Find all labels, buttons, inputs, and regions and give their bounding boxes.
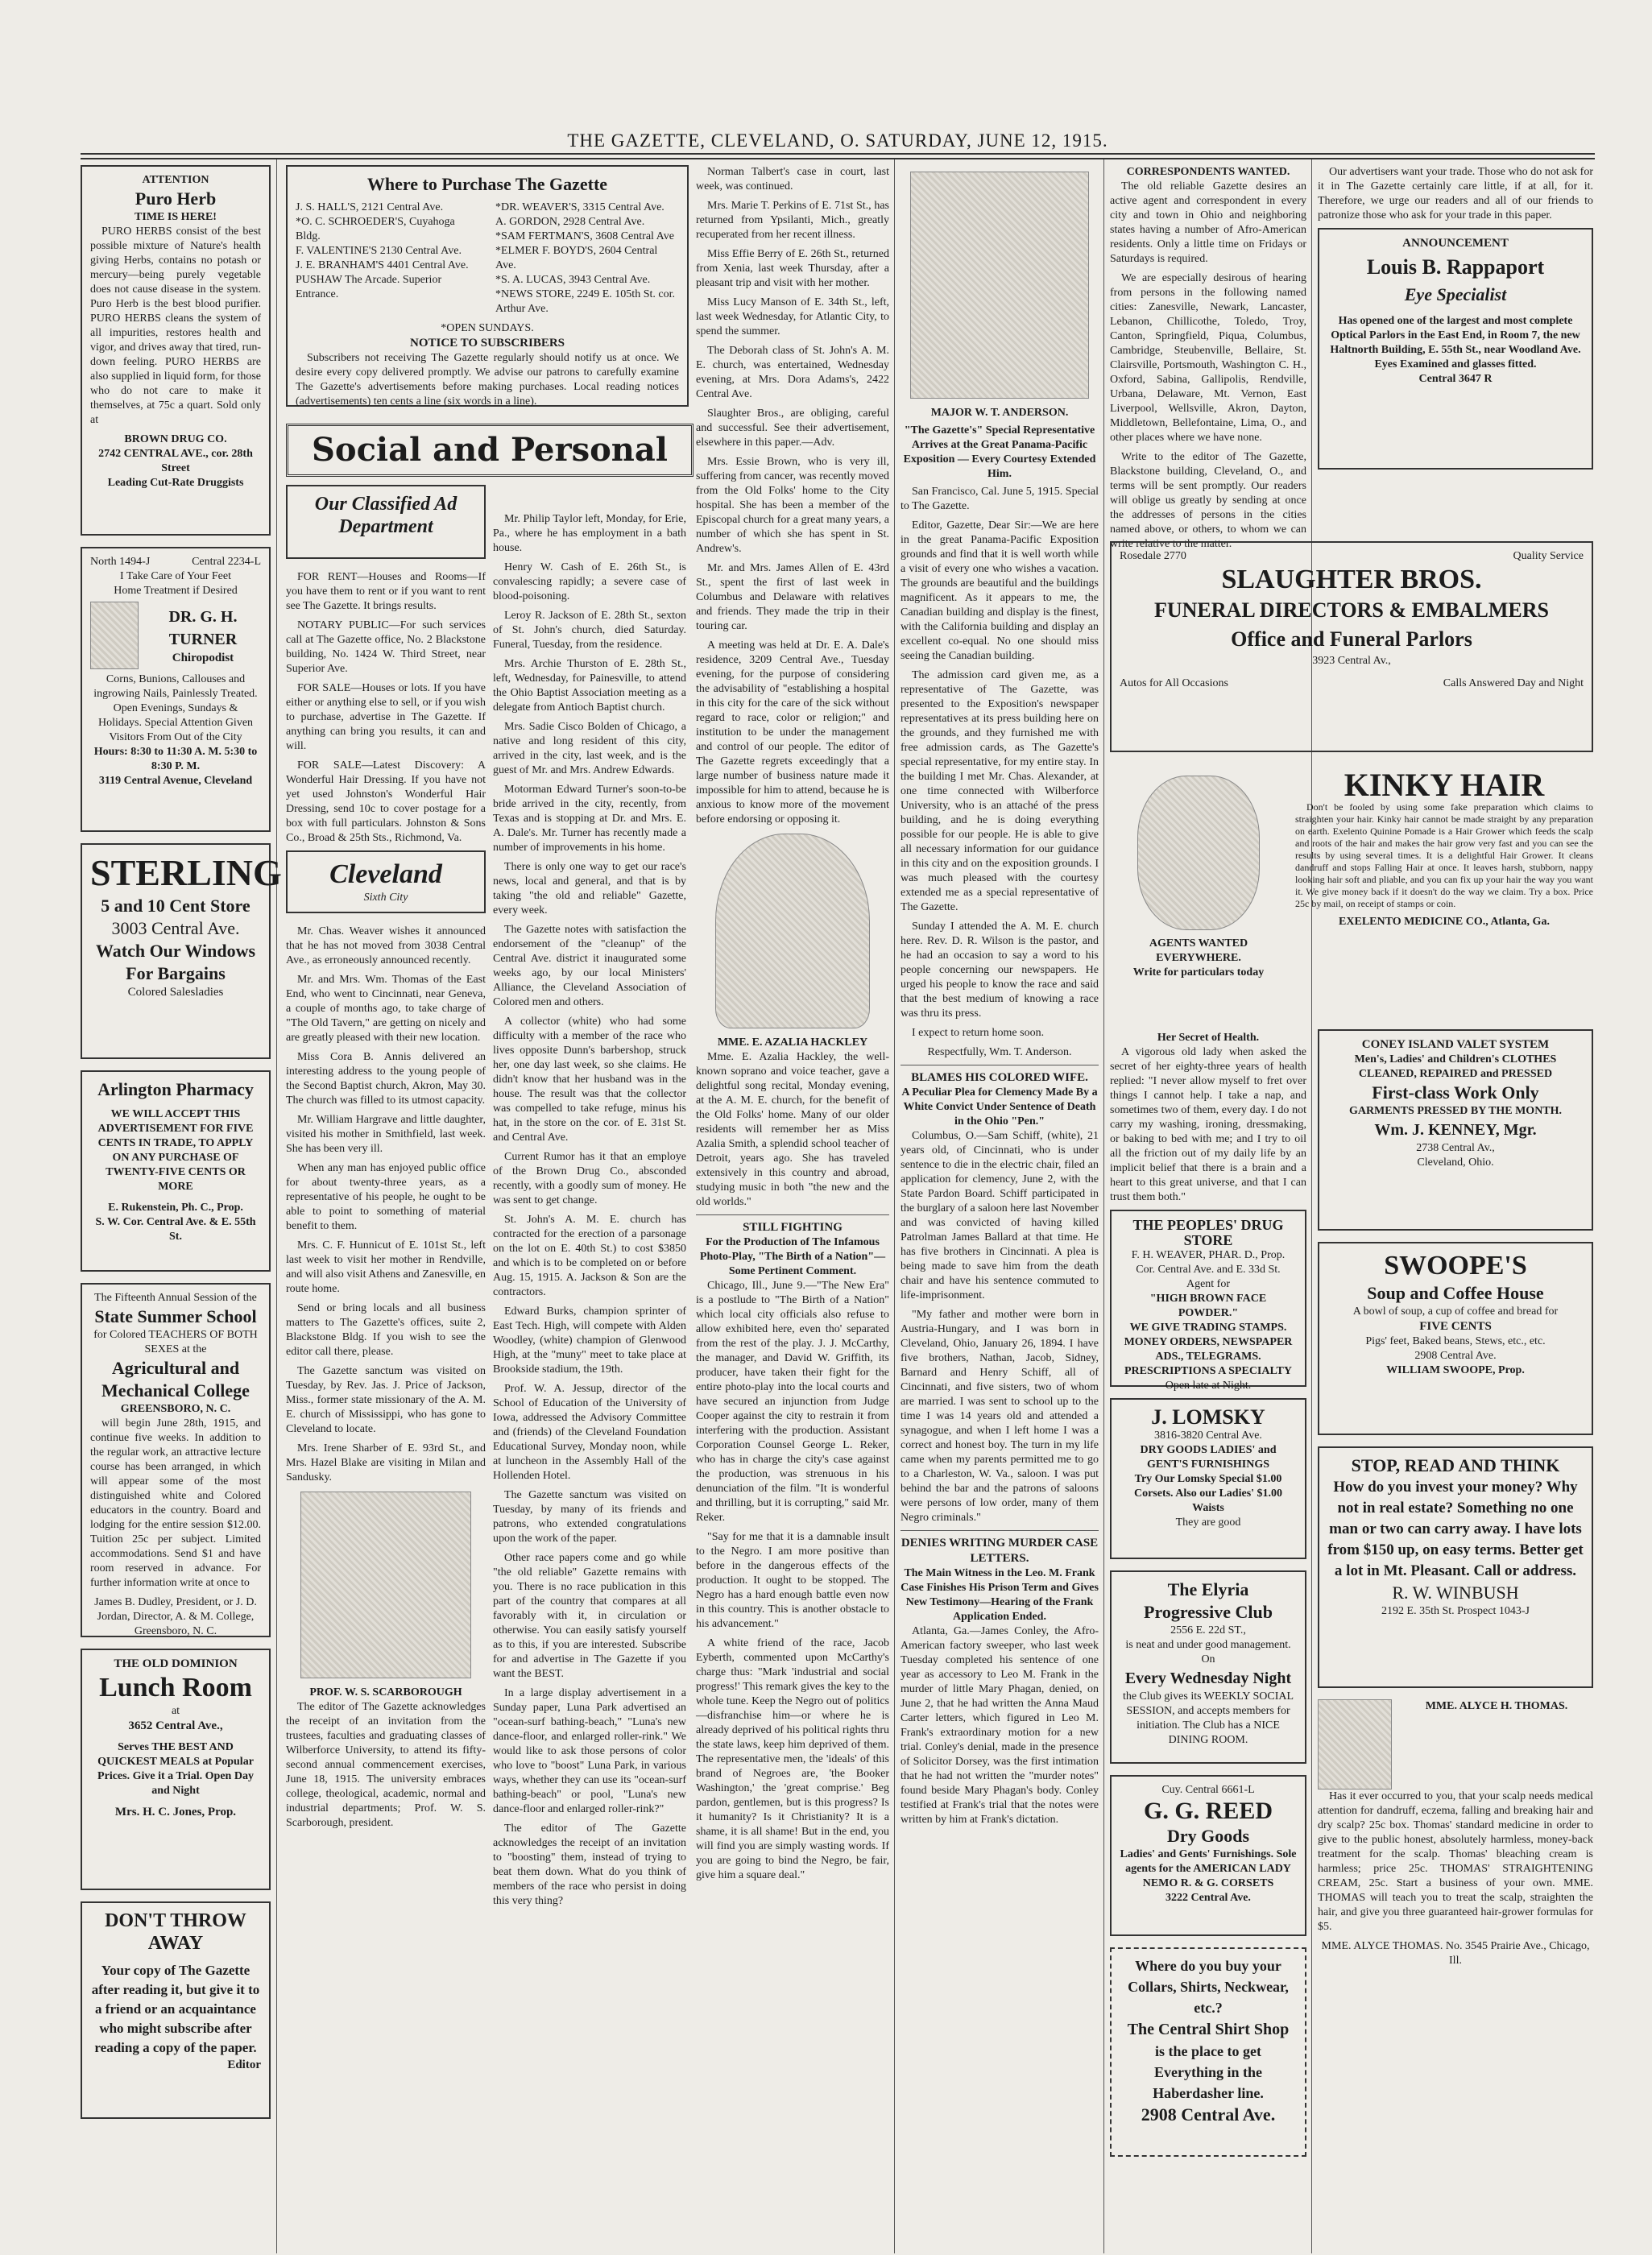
ad-body: PURO HERBS consist of the best possible mixture of Nature's health giving Herbs, contains no potash or mercury—being purely vegetable does not cause disease in the system. Puro Herb is the best blood purifier. PURO HERBS cleans the system of all impurities, restores health and vigor, and drives away that tired, run-down feeling. PURO HERBS are also supplied in liquid form, for those who do not care to make it themselves, at 75c a quart. Sold only at bbox=[90, 226, 261, 426]
ad-title: STOP, READ AND THINK bbox=[1351, 1455, 1560, 1475]
ad-body: Try Our Lomsky Special $1.00 Corsets. Also our Ladies' $1.00 Waists bbox=[1133, 1473, 1283, 1514]
ad-address: 2742 CENTRAL AVE., cor. 28th Street bbox=[98, 448, 253, 474]
ad-prop: Mrs. H. C. Jones, Prop. bbox=[114, 1806, 237, 1818]
ad-body: WE GIVE TRADING STAMPS. MONEY ORDERS, NEWSPAPER ADS., TELEGRAMS. PRESCRIPTIONS A SPECIALTY bbox=[1124, 1322, 1293, 1377]
news-item: Edward Burks, champion sprinter of East Tech. High, will compete with Alden Woodley, (white) champion of Glenwood High, at the "muny" meet to take place at Brookside stadium, the 19th. bbox=[493, 1305, 686, 1376]
rappaport-ad bbox=[1318, 228, 1593, 470]
ad-address: 3923 Central Av., bbox=[1312, 655, 1391, 667]
ad-company: EXELENTO MEDICINE CO., Atlanta, Ga. bbox=[1339, 916, 1550, 928]
slaughter-ad bbox=[1110, 541, 1593, 752]
ad-title: THE PEOPLES' DRUG STORE bbox=[1132, 1217, 1284, 1248]
news-item: Mrs. Marie T. Perkins of E. 71st St., has returned from Ypsilanti, Mich., greatly recuperated from her recent illness. bbox=[696, 200, 889, 241]
classified-ad: FOR SALE—Houses or lots. If you have either or anything else to sell, or if you wish to purchase, advertise in The Gazette. If anything can bring you results, it can and will. bbox=[286, 682, 486, 752]
article-headline: Her Secret of Health. bbox=[1157, 1032, 1260, 1044]
cleveland-subtitle: Sixth City bbox=[363, 892, 408, 904]
news-item: Motorman Edward Turner's soon-to-be bride arrived in the city, recently, from Texas and is stopping at Dr. and Mrs. E. A. Dale's. Mr. Turner has recently made a number of improvements in his home. bbox=[493, 784, 686, 854]
ad-body: Don't be fooled by using some fake preparation which claims to straighten your hair. Kinky hair cannot be made straight by any preparation on earth. Exelento Quinine Pomade is a Hair Grower which feeds the scalp and roots of the hair and makes the hair grow very fast and you can see the results by using several times. It is a delightful Hair Grower. It cleans dandruff and stops Falling Hair at once. It leaves harsh, stubborn, nappy looking hair soft and pliable, and you can fix up your hair the way you want it. We give money back if it doesn't do the way we claim. Try a box. Price 25c by mail, on receipt of stamps or coin. bbox=[1295, 801, 1593, 909]
ad-line: GARMENTS PRESSED BY THE MONTH. bbox=[1348, 1105, 1563, 1117]
news-item: A meeting was held at Dr. E. A. Dale's residence, 3209 Central Ave., Tuesday evening, for the purpose of considering the advisability of "establishing a hospital in this city for the care of the sick without regard to race, color or religion;" and institution to be under the management and control of our people. The editor of The Gazette regrets exceedingly that a large number of business nature made it impossible for him to attend, because he is anxious to know more of the movement before endorsing or opposing it. bbox=[696, 639, 889, 825]
ad-kicker: ANNOUNCEMENT bbox=[1402, 237, 1509, 250]
ad-line: The Fifteenth Annual Session of the bbox=[94, 1292, 257, 1304]
kinky-hair-ad bbox=[1110, 769, 1593, 1011]
news-item: Current Rumor has it that an employe of the Brown Drug Co., absconded recently, with a goodly sum of money. He was sent to get change. bbox=[493, 1151, 686, 1206]
article-headline: DENIES WRITING MURDER CASE LETTERS. bbox=[901, 1530, 1099, 1566]
ad-body: Corns, Bunions, Callouses and ingrowing Nails, Painlessly Treated. Open Evenings, Sundays & Holidays. Special Attention Given Visitors From Out of the City bbox=[93, 673, 258, 743]
news-item: Mrs. Essie Brown, who is very ill, suffering from cancer, was recently moved from the Old Folks' home to the City hospital. She has been a member of the Episcopal church for a great many years, a number of which she has spent in St. Andrew's. bbox=[696, 456, 889, 555]
hackley-portrait bbox=[715, 834, 870, 1028]
news-item: Mme. E. Azalia Hackley, the well-known soprano and voice teacher, gave a delightful song recital, Monday evening, at the A. M. E. church, for the benefit of the Old Folks' home. Many of our older residents will remember her as Miss Azalia Smith, a splendid school teacher of Detroit, years ago. She has traveled extensively in this country and abroad, studying music in both "the new and the old worlds." bbox=[696, 1051, 889, 1208]
news-item: Miss Cora B. Annis delivered an interesting address to the young people of the Second Baptist church, Akron, May 30. The church was filled to its utmost capacity. bbox=[286, 1051, 486, 1107]
reed-ad bbox=[1110, 1775, 1306, 1936]
article-paragraph: Write to the editor of The Gazette, Blackstone building, Cleveland, O., and terms will be sent promptly. Our readers will oblige us greatly by sending at once the addresses of persons in the cities named above, or others, to whom we can write relative to the matter. bbox=[1110, 451, 1306, 550]
masthead-rule-2 bbox=[81, 158, 1595, 159]
column-5 bbox=[901, 165, 1099, 2243]
article-subhead: For the Production of The Infamous Photo-Play, "The Birth of a Nation"—Some Pertinent Comment. bbox=[699, 1236, 886, 1277]
ad-line: Open late at Night. bbox=[1165, 1380, 1252, 1392]
ad-line: Watch Our Windows bbox=[95, 941, 256, 961]
purchase-box bbox=[286, 165, 689, 407]
portrait-caption: MAJOR W. T. ANDERSON. bbox=[930, 407, 1069, 419]
ad-line: is neat and under good management. On bbox=[1125, 1639, 1291, 1665]
ad-title: Puro Herb bbox=[135, 188, 217, 209]
ad-address: 2908 Central Ave. bbox=[1414, 1350, 1497, 1362]
ad-title: J. LOMSKY bbox=[1151, 1405, 1265, 1429]
note: *OPEN SUNDAYS. bbox=[441, 322, 534, 334]
ad-body: Serves THE BEST AND QUICKEST MEALS at Popular Prices. Give it a Trial. Open Day and Night bbox=[97, 1741, 254, 1797]
column-rule bbox=[894, 159, 895, 2253]
ad-title: Dry Goods bbox=[1166, 1826, 1250, 1846]
peoples-drug-ad bbox=[1110, 1210, 1306, 1392]
ad-line: Write for particulars today bbox=[1132, 966, 1265, 979]
ad-title: G. G. REED bbox=[1143, 1798, 1273, 1824]
article-paragraph: A vigorous old lady when asked the secret of her eighty-three years of health replied: "I never allow myself to fret over things I cannot help. I take a nap, and sometimes two of them, every day. I do not carry my washing, ironing, dressmaking, or baking to bed with me; and I try to oil all the friction out of my daily life by an implicit belief that there is a brain and a heart to this great universe, and that I can trust them both." bbox=[1110, 1046, 1306, 1203]
ad-seller: BROWN DRUG CO. bbox=[124, 433, 227, 445]
article-subhead: The Main Witness in the Leo. M. Frank Case Finishes His Prison Term and Gives New Testimony—Hearing of the Frank Application Ended. bbox=[901, 1567, 1099, 1623]
article-subhead: "The Gazette's" Special Representative Arrives at the Great Panama-Pacific Exposition — Every Courtesy Extended Him. bbox=[903, 424, 1096, 480]
news-item: St. John's A. M. E. church has contracted for the erection of a parsonage on the lot on E. 40th St.) to cost $3850 and which is to be completed on or before Aug. 15, 1915. A. Jackson & Son are the contractors. bbox=[493, 1214, 686, 1298]
ad-title: THE OLD DOMINION bbox=[114, 1657, 238, 1670]
dont-throw-ad bbox=[81, 1901, 271, 2119]
ad-prop: Wm. J. KENNEY, Mgr. bbox=[1374, 1121, 1537, 1139]
ad-line: FIVE CENTS bbox=[1419, 1320, 1492, 1333]
ad-address: 3222 Central Ave. bbox=[1166, 1892, 1251, 1904]
news-item: Mr. Philip Taylor left, Monday, for Erie, Pa., where he has employment in a bath house. bbox=[493, 513, 686, 554]
ad-line: I Take Care of Your Feet bbox=[120, 570, 231, 582]
ad-prop: E. Rukenstein, Ph. C., Prop. bbox=[108, 1202, 243, 1214]
article-paragraph: We are especially desirous of hearing from persons in the following named cities: Zanesville, Newark, Lancaster, Lebanon, Chillicothe, Toledo, Troy, Canton, Springfield, Piqua, Columbus, Cambridge, Steubenville, Bellaire, St. Clairsville, Portsmouth, Washington C. H., Oxford, Sabina, Gallipolis, Rendville, Urbana, Delaware, Mt. Vernon, East Liverpool, Wellsville, Akron, Dayton, Middletown, Bellefontaine, Lima, O., and other places where we have none. bbox=[1110, 272, 1306, 444]
ad-title: Lunch Room bbox=[99, 1673, 252, 1703]
ad-address: 3816-3820 Central Ave. bbox=[1154, 1430, 1262, 1442]
news-item: The Gazette notes with satisfaction the endorsement of the "cleanup" of the Central Ave. district it inaugurated some weeks ago, by our local Ministers' Alliance, the Cleveland Association of Colored men and others. bbox=[493, 924, 686, 1008]
news-item: Prof. W. A. Jessup, director of the School of Education of the University of Iowa, addressed the Advisory Committee and (friends) of the Cleveland Foundation Educational Survey, Monday noon, while at luncheon in the Assembly Hall of the Hollenden Hotel. bbox=[493, 1383, 686, 1482]
thomas-ad bbox=[1318, 1699, 1593, 1968]
ad-line: Where do you buy your Collars, Shirts, Neckwear, etc.? bbox=[1128, 1958, 1289, 2016]
classified-ad: FOR SALE—Latest Discovery: A Wonderful Hair Dressing. If you have not yet used Johnston's Wonderful Hair Dressing, send 10c to cover postage for a box with full particulars. Johnston & Sons Co., Broad & 25th Sts., Richmond, Va. bbox=[286, 759, 486, 844]
ad-title: STERLING bbox=[90, 852, 282, 893]
article-paragraph: Editor, Gazette, Dear Sir:—We are here in the great Panama-Pacific Exposition grounds and find that it is well worth while a visit of every one who wishes a vacation. The grounds are beautiful and the buildings magnificent. As it appears to me, the Canadian building and display is the finest, with the California building and display an excellent co-equal. No one should miss seeing the Canadian building. bbox=[901, 519, 1099, 662]
ad-line: First-class Work Only bbox=[1372, 1082, 1539, 1103]
ad-prop: WILLIAM SWOOPE, Prop. bbox=[1386, 1364, 1525, 1376]
news-item: When any man has enjoyed public office for about twenty-three years, as a representative of his people, he ought to be able to point to something of material benefit to them. bbox=[286, 1162, 486, 1232]
phone: Cuy. Central 6661-L bbox=[1161, 1784, 1255, 1796]
portrait-caption: PROF. W. S. SCARBOROUGH bbox=[309, 1686, 462, 1698]
news-item: Other race papers come and go while "the old reliable" Gazette remains with you. There is no race publication in this part of the country that compares at all favorably with it, in circulation or otherwise. You can easily satisfy yourself as to this, if you are interested. Subscribe for and advertise in The Gazette if you want the BEST. bbox=[493, 1552, 686, 1680]
classified-header bbox=[286, 485, 486, 559]
ad-title: KINKY HAIR bbox=[1344, 767, 1545, 803]
phone: Rosedale 2770 bbox=[1120, 550, 1186, 562]
news-item: A collector (white) who had some difficulty with a member of the race who lives opposite Dunn's barbershop, struck her, one day last week, so she claims. He didn't know that her husband was in the house. The result was that the collector was compelled to take refuge, minus his hat, in the store on the cor. of E. 31st St. and Central Ave. bbox=[493, 1016, 686, 1144]
puro-herb-ad bbox=[81, 165, 271, 536]
ad-city: Cleveland, Ohio. bbox=[1417, 1156, 1494, 1169]
turner-ad bbox=[81, 547, 271, 832]
ad-body: DRY GOODS LADIES' and GENT'S FURNISHINGS bbox=[1140, 1444, 1277, 1471]
news-item: Slaughter Bros., are obliging, careful and successful. See their advertisement, elsewhere in this paper.—Adv. bbox=[696, 408, 889, 449]
news-item: The Deborah class of St. John's A. M. E. church, was entertained, Wednesday evening, at Mrs. Dora Adams's, 2422 Central Ave. bbox=[696, 345, 889, 400]
ad-address: 3652 Central Ave., bbox=[128, 1719, 223, 1732]
phone: Central 3647 R bbox=[1418, 373, 1493, 385]
ad-body: Your copy of The Gazette after reading it, but give it to a friend or an acquaintance who might subscribe after reading a copy of the paper. bbox=[91, 1963, 260, 2055]
ad-address: 2738 Central Av., bbox=[1416, 1142, 1495, 1154]
ad-body: Has it ever occurred to you, that your scalp needs medical attention for dandruff, eczema, falling and breaking hair and dry scalp? 25c box. Thomas' standard medicine in order to give to the public honest, absolutely harmless, money-back treatment for the scalp. Thomas' bleaching cream is harmless; price 25c. THOMAS' STRAIGHTENING CREAM, 25c. Start a business of your own. MME. THOMAS will teach you to treat the scalp, straighten the hair, and give you three guaranteed hair-grower formulas for $5. bbox=[1318, 1790, 1593, 1933]
purchase-section bbox=[286, 165, 689, 411]
ad-title: Louis B. Rappaport bbox=[1366, 255, 1545, 279]
winbush-ad bbox=[1318, 1446, 1593, 1688]
ad-address: 3119 Central Avenue, Cleveland bbox=[98, 775, 253, 787]
arlington-ad bbox=[81, 1070, 271, 1272]
article-headline: BLAMES HIS COLORED WIFE. bbox=[901, 1065, 1099, 1086]
vendor: *DR. WEAVER'S, 3315 Central Ave. bbox=[495, 201, 665, 213]
ad-address: 2556 E. 22d ST., bbox=[1170, 1624, 1246, 1636]
ad-sign: Editor bbox=[227, 2058, 261, 2071]
article-paragraph: Chicago, Ill., June 9.—"The New Era" is a postlude to "The Birth of a Nation" which local city officials also refuse to allow exhibited here, even tho' separated from the rest of the play. J. J. McCarthy, the manager, and David W. Griffith, its producer, have taken their fight for the entire photo-play into the local courts and have secured an injunction from Judge Cooper against the city to restrain it from interfering with the production. Assistant Corporation Counsel George L. Reker, who has in charge the city's case against the production, was strenuous in his denunciation of the film. "It is wonderful and thrilling, but it is corrupting," said Mr. Reker. bbox=[696, 1280, 889, 1524]
column-rule bbox=[1311, 159, 1312, 2253]
news-item: Leroy R. Jackson of E. 28th St., sexton of St. John's church, died Saturday. Funeral, Tuesday, from the residence. bbox=[493, 610, 686, 651]
ad-line: Quality Service bbox=[1513, 550, 1584, 562]
news-item: Mrs. Sadie Cisco Bolden of Chicago, a native and long resident of this city, arrived in the city, last week, and is the guest of Mr. and Mrs. Andrew Edwards. bbox=[493, 721, 686, 776]
ad-line: is the place to get Everything in the Haberdasher line. bbox=[1153, 2043, 1264, 2101]
ad-contact: James B. Dudley, President, or J. D. Jordan, Director, A. & M. College, Greensboro, N. C. bbox=[94, 1596, 257, 1637]
column-rule bbox=[1103, 159, 1104, 2253]
news-item: Norman Talbert's case in court, last week, was continued. bbox=[696, 166, 889, 192]
lomsky-ad bbox=[1110, 1398, 1306, 1559]
ad-body: Ladies' and Gents' Furnishings. Sole agents for the AMERICAN LADY NEMO R. & G. CORSETS bbox=[1120, 1848, 1297, 1889]
vendor: *NEWS STORE, 2249 E. 105th St. cor. Arthur Ave. bbox=[495, 288, 675, 315]
ad-line: AGENTS WANTED EVERYWHERE. bbox=[1149, 937, 1248, 964]
news-item: Miss Lucy Manson of E. 34th St., left, last week Wednesday, for Atlantic City, to spend the summer. bbox=[696, 296, 889, 337]
vendor: *O. C. SCHROEDER'S, Cuyahoga Bldg. bbox=[296, 216, 455, 242]
ad-title: CONEY ISLAND VALET SYSTEM bbox=[1361, 1038, 1550, 1051]
article-paragraph: Our advertisers want your trade. Those who do not ask for it in The Gazette certainly care little, if at all, for it. Therefore, we urge our readers and all of our friends to patronize those who ask for your trade in this paper. bbox=[1318, 166, 1593, 221]
masthead-rule bbox=[81, 153, 1595, 155]
ad-title: Agricultural and Mechanical College bbox=[101, 1358, 250, 1401]
ad-line: Agent for bbox=[1186, 1278, 1231, 1290]
sterling-ad bbox=[81, 843, 282, 1059]
scarborough-portrait bbox=[300, 1492, 471, 1678]
news-item: Mrs. Archie Thurston of E. 28th St., left, Wednesday, for Painesville, to attend the Ohio Baptist Association meeting as a delegate from Antioch Baptist church. bbox=[493, 658, 686, 714]
ad-title: DR. G. H. TURNER bbox=[168, 607, 238, 648]
ad-address: 2192 E. 35th St. Prospect 1043-J bbox=[1381, 1605, 1530, 1617]
column-6-lower bbox=[1110, 1031, 1306, 2243]
column-7 bbox=[1318, 165, 1593, 536]
ad-title: SLAUGHTER BROS. bbox=[1221, 565, 1482, 594]
column-4 bbox=[696, 165, 889, 2243]
notice-title: NOTICE TO SUBSCRIBERS bbox=[409, 337, 565, 350]
vendor: F. VALENTINE'S 2130 Central Ave. bbox=[296, 245, 462, 257]
ad-line: 5 and 10 Cent Store bbox=[101, 896, 250, 916]
kinky-section bbox=[1110, 769, 1593, 1019]
ad-city: GREENSBORO, N. C. bbox=[120, 1403, 231, 1415]
ad-line: Calls Answered Day and Night bbox=[1443, 677, 1584, 689]
ad-subtitle: Eye Specialist bbox=[1404, 284, 1507, 304]
news-item: The Gazette sanctum was visited on Tuesday, by Rev. Jas. J. Price of Jackson, Miss., former state missionary of the A. M. E. church of Mississippi, who has gone to Cleveland to locate. bbox=[286, 1365, 486, 1435]
article-paragraph: The old reliable Gazette desires an active agent and correspondent in every city and town in Ohio and neighboring states having a number of Afro-American residents. Only a little time on Fridays or Saturdays is required. bbox=[1110, 180, 1306, 265]
ad-line: Office and Funeral Parlors bbox=[1231, 627, 1472, 651]
ad-subtitle: Chiropodist bbox=[172, 651, 234, 664]
ad-line: For Bargains bbox=[126, 963, 226, 983]
ad-body: the Club gives its WEEKLY SOCIAL SESSION, and accepts members for initiation. The Club has a NICE DINING ROOM. bbox=[1122, 1690, 1294, 1746]
ad-line: Every Wednesday Night bbox=[1124, 1670, 1292, 1687]
ad-title: State Summer School bbox=[94, 1306, 257, 1326]
vendor: PUSHAW The Arcade. Superior Entrance. bbox=[296, 274, 442, 300]
central-shirt-ad bbox=[1110, 1947, 1306, 2157]
article-paragraph: Atlanta, Ga.—James Conley, the Afro-American factory sweeper, who last week Tuesday completed his sentence of one year as accessory to Leo M. Frank in the murder of little Mary Phagan, denied, on June 2, that he had written the Anna Maud Carter letters, which figured in Leo M. Frank's extraordinary motion for a new trial. Conley's denial, made in the presence of Solicitor Dorsey, was the first intimation that he had not written the "murder notes" found beside Mary Phagan's body. Conley testified at Frank's trial that the notes were written by him at Frank's dictation. bbox=[901, 1625, 1099, 1826]
vendor: *S. A. LUCAS, 3943 Central Ave. bbox=[495, 274, 651, 286]
ad-body: Has opened one of the largest and most complete Optical Parlors in the East End, in Room 7, the new Haltnorth Building, E. 55th St., near Woodland Ave. Eyes Examined and glasses fitted. bbox=[1330, 315, 1581, 370]
ad-line: Pigs' feet, Baked beans, Stews, etc., etc. bbox=[1365, 1335, 1546, 1347]
ad-title: Progressive Club bbox=[1144, 1602, 1273, 1622]
column-1 bbox=[81, 165, 282, 2243]
ad-line: Colored Salesladies bbox=[127, 986, 224, 999]
portrait-caption: MME. E. AZALIA HACKLEY bbox=[717, 1036, 868, 1049]
news-item: Mr. and Mrs. James Allen of E. 43rd St., spent the first of last week in Columbus and Delaware with relatives and friends. They made the trip in their touring car. bbox=[696, 562, 889, 632]
ad-line: Autos for All Occasions bbox=[1120, 677, 1228, 689]
classified-ad: FOR RENT—Houses and Rooms—If you have them to rent or if you want to rent see The Gazette. It brings results. bbox=[286, 571, 486, 612]
swoope-ad bbox=[1318, 1242, 1593, 1435]
box-title: Where to Purchase The Gazette bbox=[366, 174, 608, 194]
ad-prop: F. H. WEAVER, PHAR. D., Prop. bbox=[1131, 1249, 1286, 1261]
article-paragraph: A white friend of the race, Jacob Eyberth, commented upon McCarthy's charge thus: "Mark 'industrial and social progress!' This remark gives the key to the whole tune. Keep the Negro out of politics—disfranchise him—or where he is already deprived of his political rights thru the state laws, keep him deprived of them. The representative men, the 'ideals' of this brand of Negroes are, 'the Booker Washington,' the 'great comprise.' Beg pardon, gentlemen, but is this progress? Is it humanity? Is it Christianity? It is a shame, it is all shame! But in the end, you will find you are simply wasting words. If you are going to bind the Negro, be fair, give him a square deal." bbox=[696, 1637, 889, 1881]
ad-line: "HIGH BROWN FACE POWDER." bbox=[1149, 1293, 1267, 1319]
ad-address: Cor. Central Ave. and E. 33d St. bbox=[1136, 1264, 1281, 1276]
ad-title: Soup and Coffee House bbox=[1367, 1283, 1544, 1303]
ad-line: for Colored TEACHERS OF BOTH SEXES at the bbox=[93, 1329, 258, 1355]
ad-title: The Elyria bbox=[1167, 1579, 1249, 1599]
article-paragraph: Columbus, O.—Sam Schiff, (white), 21 years old, of Cincinnati, who is under sentence to die in the electric chair, filed an application for clemency, June 2, with the State Pardon Board. Schiff participated in the burglary of a saloon here last November and was convicted of having killed Patrolman James Ballard at that time. He has five brothers in Cincinnati. A plea is being made to save him from the death chair and have his sentence commuted to life-imprisonment. bbox=[901, 1130, 1099, 1301]
ad-hours: Hours: 8:30 to 11:30 A. M. 5:30 to 8:30 P. M. bbox=[93, 746, 258, 772]
article-paragraph: "Say for me that it is a damnable insult to the Negro. I am more positive than before in the dangerous effects of the production. It ought to be stopped. The Negro has a hard enough battle even now in this country. This is another obstacle to his advancement." bbox=[696, 1531, 889, 1630]
vendor: A. GORDON, 2928 Central Ave. bbox=[495, 216, 645, 228]
vendor: J. S. HALL'S, 2121 Central Ave. bbox=[296, 201, 444, 213]
ad-footer: Leading Cut-Rate Druggists bbox=[107, 477, 244, 489]
news-item: Henry W. Cash of E. 26th St., is convalescing rapidly; a severe case of blood-poisoning. bbox=[493, 561, 686, 602]
column-3 bbox=[493, 512, 686, 2244]
news-item: The editor of The Gazette acknowledges the receipt of an invitation to "boosting" them, instead of trying to beat them down. What do you think of members of the race who persist in doing this very thing? bbox=[493, 1823, 686, 1907]
ad-title: DON'T THROW AWAY bbox=[105, 1910, 246, 1954]
cleveland-title: Cleveland bbox=[329, 859, 442, 889]
article-headline: CORRESPONDENTS WANTED. bbox=[1126, 166, 1290, 178]
social-personal-banner: Social and Personal bbox=[286, 424, 694, 477]
ad-line: at bbox=[171, 1705, 180, 1717]
ad-line: Home Treatment if Desired bbox=[114, 585, 238, 597]
cleveland-header bbox=[286, 850, 486, 913]
ad-address: MME. ALYCE THOMAS. No. 3545 Prairie Ave., Chicago, Ill. bbox=[1321, 1940, 1590, 1967]
news-item: Mr. Chas. Weaver wishes it announced that he has not moved from 3038 Central Ave., as erroneously announced recently. bbox=[286, 925, 486, 966]
old-dominion-ad bbox=[81, 1649, 271, 1890]
classified-ad: NOTARY PUBLIC—For such services call at The Gazette office, No. 2 Blackstone building, No. 1424 W. Third Street, near Superior Ave. bbox=[286, 619, 486, 675]
article-headline: STILL FIGHTING bbox=[696, 1214, 889, 1235]
news-item: In a large display advertisement in a Sunday paper, Luna Park advertised an "ocean-surf bathing-beach," "Luna's new dance-floor, and enlarged roller-rink." We would like to ask those persons of color who love to "boost" Luna Park, in various ways, whether they can use its "ocean-surf bathing-beach" or pool, "Luna's new dance-floor and enlarged roller-rink?" bbox=[493, 1687, 686, 1815]
news-item: Send or bring locals and all business matters to The Gazette's offices, suite 2, Blackstone Bldg. If you wish to see the editor call there, please. bbox=[286, 1302, 486, 1358]
news-item: Miss Effie Berry of E. 26th St., returned from Xenia, last week Thursday, after a pleasant trip and visit with her mother. bbox=[696, 248, 889, 289]
model-portrait bbox=[1137, 776, 1260, 930]
news-item: Mrs. C. F. Hunnicut of E. 101st St., left last week to visit her mother in Rendville, and will also visit Athens and Zanesville, en route home. bbox=[286, 1239, 486, 1295]
news-item: The editor of The Gazette acknowledges the receipt of an invitation from the trustees, faculties and graduating classes of Wilberforce University, to attend its fifty-second annual commencement exercises, June 18, 1915. The university embraces college, theological, academic, normal and industrial departments; Prof. W. S. Scarborough, president. bbox=[286, 1701, 486, 1829]
summer-school-ad bbox=[81, 1283, 271, 1637]
article-paragraph: "My father and mother were born in Austria-Hungary, and I was born in Cleveland, Ohio, January 26, 1894. I have five brothers, Nathan, Jacob, Sidney, Barnard and Henry Schiff, all of Cincinnati, and five sisters, two of whom are married. I was sent to school up to the time I was 14 years old and attended a synagogue, and when I left home I was a correct and honest boy. The turn in my life came when my parents permitted me to go to a Charleston, W. Va., saloon. I was put behind the bar and the patrons of saloons were persons of low order, many of them Negro criminals." bbox=[901, 1309, 1099, 1524]
column-rule bbox=[276, 159, 277, 2253]
news-item: Mr. William Hargrave and little daughter, visited his mother in Smithfield, last week. She has been very ill. bbox=[286, 1114, 486, 1155]
elyria-ad bbox=[1110, 1570, 1306, 1764]
thomas-portrait bbox=[1318, 1699, 1392, 1790]
news-item: Mr. and Mrs. Wm. Thomas of the East End, who went to Cincinnati, near Geneva, a couple of months ago, to take charge of "The Old Tavern," are getting on nicely and are greatly pleased with their new location. bbox=[286, 974, 486, 1044]
coney-island-ad bbox=[1318, 1029, 1593, 1231]
article-paragraph: Sunday I attended the A. M. E. church here. Rev. D. R. Wilson is the pastor, and he had an occasion to say a word to his people concerning our newspapers. He urged his people to know the race and said that the best medium of knowing a race was thru its press. bbox=[901, 921, 1099, 1020]
vendor: J. E. BRANHAM'S 4401 Central Ave. bbox=[296, 259, 469, 271]
slaughter-section bbox=[1110, 541, 1593, 759]
column-7-lower bbox=[1318, 1029, 1593, 2241]
ad-body: How do you invest your money? Why not in real estate? Something no one man or two can carry away. I have lots from $150 up, on easy terms. Better get a lot in Mt. Pleasant. Call or address. bbox=[1327, 1479, 1584, 1579]
ad-line: 3003 Central Ave. bbox=[111, 918, 240, 938]
phone: Central 2234-L bbox=[192, 556, 261, 568]
article-subhead: A Peculiar Plea for Clemency Made By a White Convict Under Sentence of Death in the Ohio "Pen." bbox=[901, 1086, 1098, 1128]
ad-title: MME. ALYCE H. THOMAS. bbox=[1425, 1700, 1568, 1712]
ad-line: A bowl of soup, a cup of coffee and bread for bbox=[1352, 1305, 1559, 1318]
vendor: *SAM FERTMAN'S, 3608 Central Ave bbox=[495, 230, 674, 242]
turner-portrait bbox=[90, 602, 139, 669]
ad-line: FUNERAL DIRECTORS & EMBALMERS bbox=[1154, 598, 1549, 622]
classified-title: Our Classified Ad Department bbox=[314, 494, 458, 537]
vendor: *ELMER F. BOYD'S, 2604 Central Ave. bbox=[495, 245, 658, 271]
ad-title: Arlington Pharmacy bbox=[97, 1079, 254, 1099]
ad-body: will begin June 28th, 1915, and continue five weeks. In addition to the regular work, an attractive lecture course has been arranged, in which will appear some of the most distinguished white and Colored educators in the country. Board and lodging for the entire session $12.00. Tuition 25c per subject. Limited accommodations. Send $1 and have room reserved in advance. For further information write at once to bbox=[90, 1417, 261, 1589]
article-paragraph: San Francisco, Cal. June 5, 1915. Special to The Gazette. bbox=[901, 486, 1099, 512]
ad-title: The Central Shirt Shop bbox=[1127, 2021, 1290, 2038]
ad-address: S. W. Cor. Central Ave. & E. 55th St. bbox=[95, 1216, 256, 1243]
ad-prop: R. W. WINBUSH bbox=[1392, 1583, 1519, 1603]
masthead: THE GAZETTE, CLEVELAND, O. SATURDAY, JUNE 12, 1915. bbox=[567, 130, 1108, 151]
phone: North 1494-J bbox=[90, 556, 151, 568]
article-paragraph: The admission card given me, as a representative of The Gazette, was presented to the Exposition's newspaper representatives at its press building here on the grounds, and they furnished me with free admission cards, as The Gazette's special representative, for my entire stay. In the building I met Mr. Chas. Alexander, at one time connected with Wilberforce University, who is an attaché of the press building, and he is doing everything possible for our people. He is able to give all necessary information for our guidance in this city and on the exposition grounds. I was much pleased with the courtesy extended me as a special representative of The Gazette. bbox=[901, 669, 1099, 913]
ad-line: They are good bbox=[1175, 1516, 1241, 1529]
ad-body: WE WILL ACCEPT THIS ADVERTISEMENT FOR FIVE CENTS IN TRADE, TO APPLY ON ANY PURCHASE OF TWENTY-FIVE CENTS OR MORE bbox=[97, 1108, 254, 1193]
notice-body: Subscribers not receiving The Gazette regularly should notify us at once. We desire every copy delivered promptly. We advise our patrons to carefully examine The Gazette's advertisements before making purchases. Local reading notices (advertisements) ten cents a line (six words in a line). bbox=[296, 352, 679, 408]
ad-line: Men's, Ladies' and Children's CLOTHES CLEANED, REPAIRED and PRESSED bbox=[1354, 1053, 1557, 1080]
article-paragraph: I expect to return home soon. bbox=[912, 1027, 1045, 1039]
news-item: The Gazette sanctum was visited on Tuesday, by many of its friends and patrons, who extended congratulations upon the work of the paper. bbox=[493, 1489, 686, 1545]
ad-kicker: ATTENTION bbox=[142, 174, 209, 186]
article-signature: Respectfully, Wm. T. Anderson. bbox=[927, 1046, 1072, 1058]
ad-address: 2908 Central Ave. bbox=[1141, 2104, 1276, 2125]
news-item: Mrs. Irene Sharber of E. 93rd St., and Mrs. Hazel Blake are visiting in Milan and Sandusky. bbox=[286, 1442, 486, 1483]
anderson-portrait bbox=[910, 172, 1089, 399]
news-item: There is only one way to get our race's news, local and general, and that is by taking "the old and reliable" Gazette, every week. bbox=[493, 861, 686, 916]
ad-title: SWOOPE'S bbox=[1384, 1251, 1527, 1281]
ad-tag: TIME IS HERE! bbox=[135, 211, 217, 223]
